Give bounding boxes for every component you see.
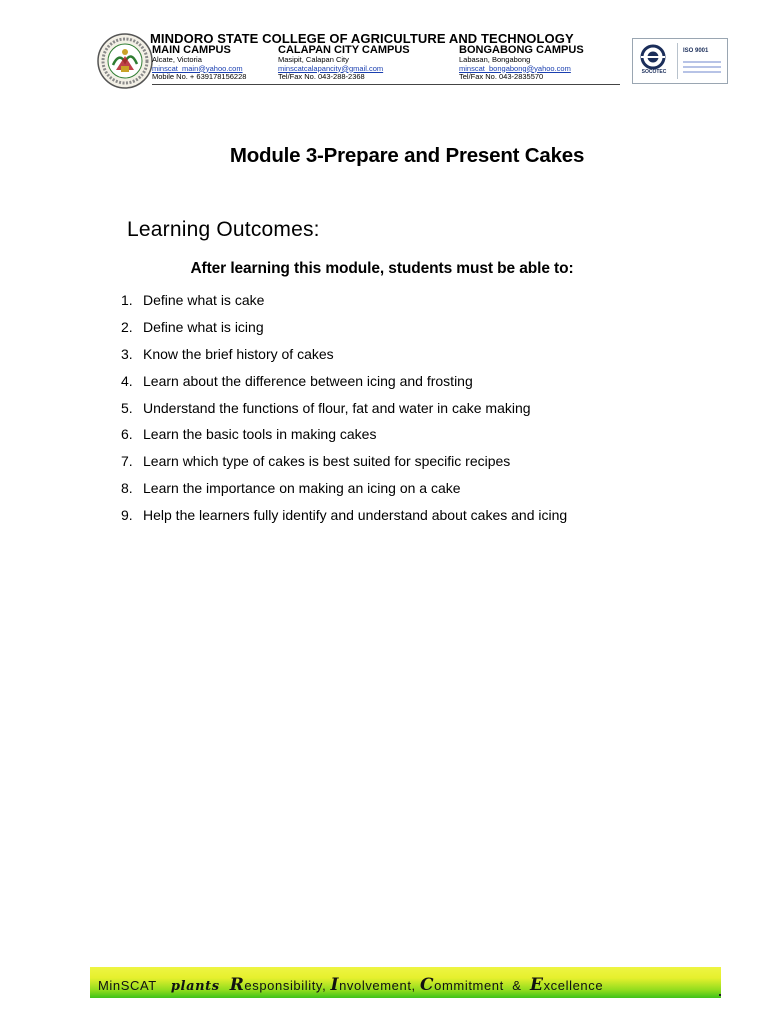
list-item xyxy=(121,319,567,346)
motto-ampersand: & xyxy=(512,978,522,993)
outcome-text: Learn the importance on making an icing on a cake xyxy=(143,480,461,497)
campus-contact: Tel/Fax No. 043-288-2368 xyxy=(278,72,365,81)
outcome-text: Help the learners fully identify and understand about cakes and icing xyxy=(143,507,568,524)
outcomes-intro: After learning this module, students must be able to: xyxy=(190,260,574,277)
list-number: 7. xyxy=(121,453,133,470)
cert-body-name: SOCOTEC xyxy=(641,69,667,75)
motto-initial: C xyxy=(420,975,435,995)
outcomes-list xyxy=(121,292,567,534)
motto-banner xyxy=(90,967,721,998)
motto-text xyxy=(98,975,603,995)
motto-word: esponsibility, xyxy=(244,978,327,993)
list-item xyxy=(121,373,567,400)
campus-email-link[interactable]: minscat_main@yahoo.com xyxy=(152,63,243,73)
campus-contact: Mobile No. + 639178156228 xyxy=(152,72,247,81)
college-seal-icon xyxy=(96,32,154,90)
header-divider xyxy=(152,84,620,85)
campus-contact: Tel/Fax No. 043-2835570 xyxy=(459,72,544,81)
campus-address: Labasan, Bongabong xyxy=(459,55,531,64)
motto-initial: R xyxy=(229,975,245,995)
list-item xyxy=(121,292,567,319)
cert-fine-print xyxy=(683,61,721,76)
motto-word: ommitment xyxy=(434,978,504,993)
college-name: MINDORO STATE COLLEGE OF AGRICULTURE AND TECHNOLOGY xyxy=(150,31,574,46)
list-number: 3. xyxy=(121,345,133,362)
list-number: 5. xyxy=(121,399,133,416)
list-item xyxy=(121,400,567,427)
campus-bongabong xyxy=(459,44,584,82)
letterhead xyxy=(96,30,732,92)
list-number: 6. xyxy=(121,426,133,443)
certification-badge xyxy=(632,38,728,84)
list-item xyxy=(121,507,567,534)
motto-initial: I xyxy=(330,975,340,995)
page-mark xyxy=(719,994,721,996)
motto-initial: E xyxy=(530,975,544,995)
outcome-text: Define what is icing xyxy=(143,318,264,335)
cert-divider xyxy=(677,43,678,79)
outcome-text: Learn about the difference between icing and frosting xyxy=(143,372,473,389)
outcome-text: Learn which type of cakes is best suited for specific recipes xyxy=(143,453,511,470)
outcome-text: Know the brief history of cakes xyxy=(143,345,334,362)
list-item xyxy=(121,426,567,453)
list-number: 1. xyxy=(121,292,133,308)
campus-name: BONGABONG CAMPUS xyxy=(459,44,584,56)
campus-email-link[interactable]: minscat_bongabong@yahoo.com xyxy=(459,63,571,73)
campus-address: Alcate, Victoria xyxy=(152,55,202,64)
list-number: 9. xyxy=(121,507,133,524)
campus-name: MAIN CAMPUS xyxy=(152,44,231,56)
list-number: 4. xyxy=(121,372,133,389)
campus-main xyxy=(152,44,246,82)
campus-name: CALAPAN CITY CAMPUS xyxy=(278,44,410,56)
list-number: 2. xyxy=(121,318,133,335)
motto-word: nvolvement, xyxy=(339,978,416,993)
campus-calapan xyxy=(278,44,410,82)
campus-address: Masipit, Calapan City xyxy=(278,55,349,64)
list-item xyxy=(121,453,567,480)
campus-email-link[interactable]: minscatcalapancity@gmail.com xyxy=(278,63,384,73)
list-number: 8. xyxy=(121,480,133,497)
list-item xyxy=(121,346,567,373)
cert-standard: ISO 9001 xyxy=(683,48,709,54)
outcome-text: Learn the basic tools in making cakes xyxy=(143,426,377,443)
module-title: Module 3-Prepare and Present Cakes xyxy=(229,144,585,167)
motto-verb: plants xyxy=(170,979,220,994)
list-item xyxy=(121,480,567,507)
outcome-text: Understand the functions of flour, fat and water in cake making xyxy=(143,399,531,416)
motto-word: xcellence xyxy=(543,978,604,993)
socotec-logo-icon xyxy=(635,43,671,81)
outcomes-heading: Learning Outcomes: xyxy=(127,218,320,241)
motto-lead: MinSCAT xyxy=(98,978,157,993)
outcome-text: Define what is cake xyxy=(143,292,265,308)
